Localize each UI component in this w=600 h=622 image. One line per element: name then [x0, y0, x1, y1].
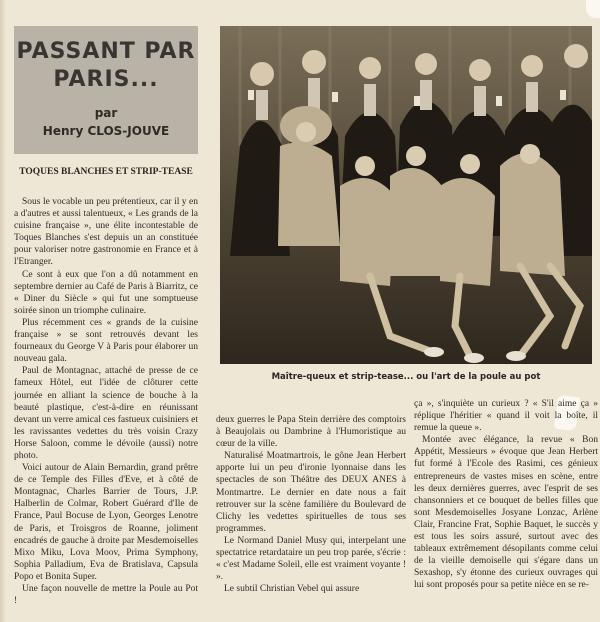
paragraph: Le Normand Daniel Musy qui, interpelant une spectatrice retardataire un peu trop parée, s'écrie : « c'est Madame Soleil, elle est vraiment voyante ! ». [216, 535, 406, 583]
paragraph: Montée avec élégance, la revue « Bon Appétit, Messieurs » évoque que Jean Herbert fut formé à l'Ecole des Rasimi, ces génieux entrepreneurs de vastes mises en scène, entre les deux dernières guerres, avec l'esprit de ses chansonniers et ce bouquet de belles filles que sont Mesdemoiselles Josyane Lonzac, Arlène Clair, Francine Frat, Sophie Baquet, le succès y est tous les soirs assuré, surtout avec des tableaux extrêmement désopilants comme celui de la vieille demoiselle qui s'égare dans un Sexashop, s'y étonne des curieux ouvrages qui lui sont proposés pour sa petite nièce en se re- [414, 435, 598, 591]
title-box [14, 26, 198, 154]
paragraph: Sous le vocable un peu prétentieux, car il y en a d'autres et aussi talentueux, « Les grands de la cuisine française », une élite incontestable de Toques Blanches s'est depuis un an constituée pour valoriser notre gastronomie en France et à l'Etranger. [14, 197, 198, 268]
paragraph: Plus récemment ces « grands de la cuisine française » se sont retrouvés devant les fourneaux du George V à Paris pour élaborer un nouveau gala. [14, 317, 198, 365]
text-column-3 [414, 398, 598, 622]
byline-author: Henry CLOS-JOUVE [42, 124, 170, 138]
paragraph: Une façon nouvelle de mettre la Poule au Pot ! [14, 584, 198, 607]
article-title: PASSANT PAR PARIS... [16, 39, 196, 92]
photo-caption: Maître-queux et strip-tease... ou l'art de la poule au pot [271, 372, 541, 382]
section-subhead: TOQUES BLANCHES ET STRIP-TEASE [19, 167, 193, 177]
paragraph: deux guerres le Papa Stein derrière des comptoirs à Beaujolais ou Dambrine à l'Humoristique au cœur de la ville. [216, 415, 406, 450]
paragraph: Ce sont à eux que l'on a dû notamment en septembre dernier au Café de Paris à Biarritz, ce « Diner du Siècle » qui fut une somptueuse soirée sinon un triomphe culinaire. [14, 269, 198, 316]
paragraph: Paul de Montagnac, attaché de presse de ce fameux Hôtel, eut l'idée de clôturer cette journée en alliant la science de bouche à la beauté plastique, c'est-à-dire en réunissant devant un verre amical ces fastueux cuisiniers et les ravissantes vedettes du très voisin Crazy Horse Saloon, comme le dévoile (aussi) notre photo. [14, 366, 198, 461]
paragraph: ça », s'inquiète un curieux ? « S'il aime ça » réplique l'héritier « quand il voit la boîte, il remue la queue ». [414, 399, 598, 434]
paper-tear [586, 0, 600, 18]
paragraph: Naturalisé Moatmartrois, le gône Jean Herbert apporte lui un peu d'ironie lyonnaise dans les spectacles de son Théâtre des DEUX ANES à Montmartre. Le dernier en date nous a fait retrouver sur la scène familière du Boulevard de Clichy les vedettes spirituelles de tous ses programmes. [216, 451, 406, 534]
text-column-2 [216, 414, 406, 622]
paragraph: Le subtil Christian Vebel qui assure [224, 584, 360, 595]
byline-prefix: par [94, 106, 118, 120]
text-column-1 [14, 196, 198, 622]
paragraph: Voici autour de Alain Bernardin, grand prêtre de ce Temple des Filles d'Eve, et à côté de Montagnac, Charles Barrier de Tours, J.P. Halberlin de Colmar, Robert Guérard d'Ile de France, Paul Bocuse de Lyon, Georges Lenotre de Paris, et Troisgros de Roanne, joliment encadrés de gauche à droite par Mesdemoiselles Mixo Miku, Lova Moov, Prima Symphony, Sophia Palladium, Eva de Bratislava, Capsula Popo et Bonita Super. [14, 463, 198, 582]
group-photo [220, 26, 592, 364]
page-edge [0, 0, 6, 622]
